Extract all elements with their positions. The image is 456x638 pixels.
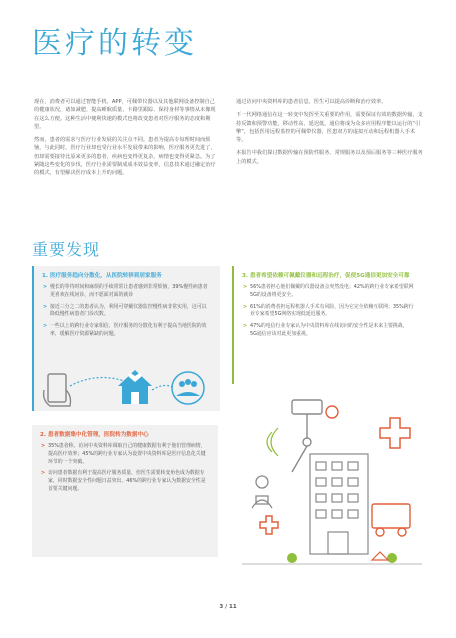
finding-1-title: 1. 医疗服务趋向分散化，从医院转移到居家服务: [42, 273, 162, 279]
finding-3-bullet: > 47%的电信行业专家认为中央资料库在线访问的安全性是未来主要挑战，5G通信应该对此更加重视。: [243, 323, 408, 337]
home-care-illustration: [40, 360, 210, 408]
finding-2-box: [32, 425, 218, 557]
finding-2-bullet: > 35%患者称，访问中央资料库调取自己的健康数据有利于他们管理病情，提高医疗效率；45%的跨行业专家认为设置中央资料库是医疗信息化关键环节的一个突破。: [41, 443, 206, 465]
finding-1-bullet: > 接近三分之二的患者认为，利用可穿戴仪器监控慢性病非常实用，这可以降低慢性病患者门诊次数。: [43, 303, 207, 318]
intro-paragraph: 通过访问中央资料库的患者信息，医生可以提高诊断和治疗效率。: [236, 99, 387, 105]
bullet-arrow-icon: >: [243, 284, 248, 290]
finding-2-bullet: > 访问患者数据有利于提高医疗服务质量，但医生需要转变角色成为数据专家，同时数据安全性问题日益突出，46%的跨行业专家认为数据安全性是首要关键问题。: [41, 470, 206, 492]
finding-3-bullet: > 61%的消费者担远程机器人手术有风险，因为它完全依赖互联网；35%跨行业专家希望5G网络实现低延迟服务。: [243, 303, 414, 318]
finding-1-bullet: > 慢长的等待时间和麻烦的手续常常让患者感到非常烦恼，39%慢性病患者更喜欢在线问诊，而不愿面对面的就诊: [43, 284, 208, 298]
ambulance-icon: [372, 504, 410, 536]
page-title: 医疗的转变: [32, 26, 197, 61]
finding-3-title: 3. 患者希望依赖可佩戴仪器和远程治疗，促使5G通信更加安全可靠: [242, 273, 410, 279]
phone-icon: [48, 374, 66, 402]
medical-cross-icon: [260, 516, 278, 534]
intro-paragraph: 下一代网络通信在这一转变中发挥至关重要的作用，需要保证有效的数据传输，支持反馈和预警功能，移动性高，延迟低。通信将成为众多应用程序能以运行的“引擎”，包括医用远程监控的可佩带仪器，医患双方的虚拟互动和远程机器人手术等。: [236, 112, 423, 144]
finding-2-title: 2. 患者数据集中化管理，医院转为数据中心: [40, 432, 149, 438]
bullet-arrow-icon: >: [243, 323, 248, 330]
remote-surgery-illustration: [232, 392, 430, 592]
finding-1-bullet: > 一些以上的跨行业专家相信，医疗服务的分散化有利于提高当地医院的效率，缓解医疗资源紧缺的问题。: [43, 323, 207, 337]
medical-cross-icon: [380, 418, 410, 448]
finding-3-box: [232, 266, 424, 384]
key-findings-heading: 重要发现: [32, 240, 101, 259]
people-icon: [172, 372, 204, 404]
intro-left-column: [34, 98, 220, 183]
robot-arm-icon: [292, 400, 338, 472]
bullet-arrow-icon: >: [41, 470, 46, 477]
bullet-arrow-icon: >: [243, 303, 248, 310]
finding-3-bullet: > 56%患者担心他们佩戴的仪器设备会突然没电；42%的跨行业专家希望联网5G的设备将更安全。: [243, 284, 414, 298]
page-number: 3 / 11: [219, 604, 237, 610]
intro-right-column: [236, 98, 424, 171]
doctor-icon: [252, 476, 272, 508]
bullet-arrow-icon: >: [43, 323, 48, 330]
intro-paragraph: 本报告中我们探讨数据传输在预防性服务、常规服务以及预后服务等三种医疗服务上的模式。: [236, 150, 423, 165]
bullet-arrow-icon: >: [43, 284, 48, 290]
intro-paragraph: 现在，消费者可以通过智能手机、APP、可佩带仪器以及其他联网设备控制自己的健康状况，诸如减肥、提高睡眠质量、卡路里跟踪、保持身材等事情从未像现在这么方便。这种生活中便利快速的模式也将改变患者对医疗服务的态度和期望。: [34, 99, 216, 130]
bullet-arrow-icon: >: [41, 443, 46, 449]
intro-paragraph: 然而，患者的需求与医疗行业发展的关注点不同。患者为提高专每理时间而烦恼，与此同时，医疗行业却也受行业水平发展带来的影响，医疗服务更先进了，但却需要接待比原来更多的患者，疾病也变得更复杂，病情也变得更紧急。为了紧随这些变化的步伐，医疗行业需要制成成本效益变率，信息技术通过融定治疗的模式，有望解决医疗成本上升的问题。: [34, 137, 216, 177]
hospital-building-icon: [310, 454, 368, 554]
bullet-arrow-icon: >: [43, 303, 48, 310]
